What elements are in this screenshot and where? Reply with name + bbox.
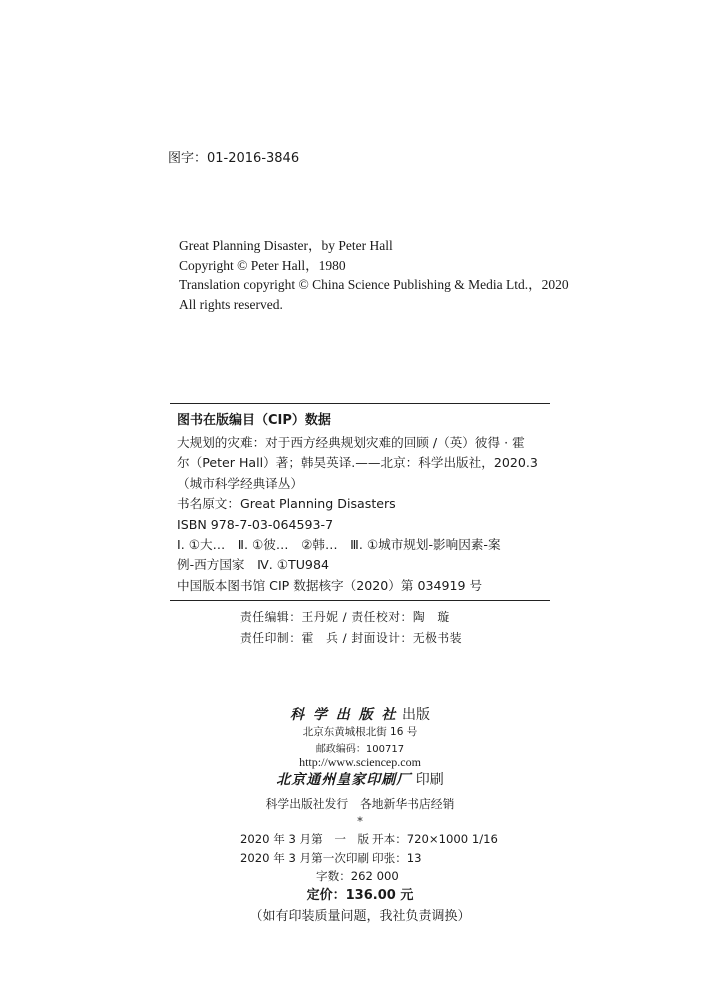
cip-line: 例-西方国家 Ⅳ. ①TU984 [177,557,329,573]
publisher-url: http://www.sciencep.com [299,755,421,769]
cip-bottom-rule [170,600,550,601]
cip-line: 大规划的灾难：对于西方经典规划灾难的回顾 /（英）彼得 · 霍 [177,435,525,450]
publisher-line [160,704,560,724]
sheet-count: 印张：13 [372,851,422,865]
publisher-suffix: 出版 [401,707,430,723]
cip-line: （城市科学经典译丛） [177,475,303,491]
copyright-line: All rights reserved. [179,296,283,312]
edition-date: 2020 年 3 月第 一 版 [240,832,370,846]
printing-date: 2020 年 3 月第一次印刷 [240,851,370,865]
separator-asterisk: * [357,815,363,828]
cip-data-block [177,433,547,596]
cip-line: 中国版本图书馆 CIP 数据核字（2020）第 034919 号 [177,577,483,593]
word-count: 字数：262 000 [316,869,399,883]
distribution-line: 科学出版社发行 各地新华书店经销 [265,797,455,811]
copyright-contract-number: 图字：01-2016-3846 [168,151,300,166]
editor-credits: 责任编辑：王丹妮 / 责任校对：陶 璇 [240,610,450,624]
copyright-notice [179,236,569,314]
postal-code: 邮政编码：100717 [315,744,405,755]
cip-heading: 图书在版编目（CIP）数据 [177,413,331,428]
cip-top-rule [170,403,550,404]
cip-line: ISBN 978-7-03-064593-7 [177,516,334,532]
publisher-address: 北京东黄城根北街 16 号 [302,726,418,738]
price: 定价：136.00 元 [306,888,414,903]
printer-name: 北京通州皇家印刷厂 [276,772,412,788]
printer-suffix: 印刷 [415,772,444,788]
cip-line: 尔（Peter Hall）著；韩昊英译.——北京：科学出版社，2020.3 [177,455,538,471]
production-credits: 责任印制：霍 兵 / 封面设计：无极书装 [240,631,463,645]
copyright-line: Copyright © Peter Hall，1980 [179,257,346,273]
publisher-name: 科 学 出 版 社 [290,707,398,723]
copyright-line: Great Planning Disaster，by Peter Hall [179,238,393,253]
quality-notice: （如有印装质量问题，我社负责调换） [249,909,471,924]
copyright-line: Translation copyright © China Science Publishing & Media Ltd.，2020 [179,277,569,293]
printer-line [160,769,560,789]
cip-line: 书名原文：Great Planning Disasters [177,496,396,512]
format-size: 开本：720×1000 1/16 [372,832,498,846]
cip-line: Ⅰ. ①大… Ⅱ. ①彼… ②韩… Ⅲ. ①城市规划-影响因素-案 [177,537,501,553]
